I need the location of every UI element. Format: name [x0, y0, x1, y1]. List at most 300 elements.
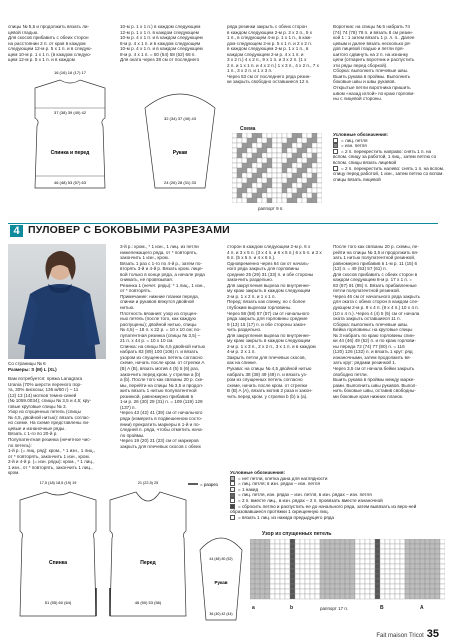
grid-cell: [297, 158, 302, 163]
grid-cell: [400, 569, 405, 574]
grid-cell: [420, 559, 425, 564]
grid-cell: [250, 554, 255, 559]
grid-cell: [420, 554, 425, 559]
grid-cell: [340, 544, 345, 549]
grid-cell: [350, 594, 355, 599]
text-line: Через 58 (58) 57 (57) см от начального: [227, 310, 310, 316]
text-line: Плотность вязания: узор из спущен-: [120, 310, 198, 316]
pered-label: Перед: [140, 560, 156, 566]
grid-cell: [330, 589, 335, 594]
grid-cell: [232, 183, 237, 188]
grid-cell: [282, 173, 287, 178]
grid-cell: [317, 158, 322, 163]
grid-cell: [440, 569, 445, 574]
grid-cell: [435, 544, 440, 549]
grid-cell: [307, 173, 312, 178]
grid-cell: [255, 544, 260, 549]
grid-cell: [370, 594, 375, 599]
grid-cell: [400, 559, 405, 564]
text-line: Узор из спущенных петель (спицы: [8, 409, 81, 415]
text-line: му краю закрыть в каждом следующем: [227, 338, 311, 344]
grid-cell: [435, 554, 440, 559]
legend-top-item: = изн. петля: [333, 143, 445, 149]
text-line: ром из спущенных петель согласно: [227, 377, 303, 383]
grid-cell: [380, 574, 385, 579]
schema-bottom-arrow-A: A: [420, 605, 424, 611]
text-line: чить раздельно.: [227, 327, 262, 333]
grid-cell: [360, 589, 365, 594]
text-line: 9 (13) 15 (17) п. и обе стороны закон-: [227, 321, 307, 327]
caption-ref: Со страницы № 6: [8, 361, 46, 366]
grid-cell: [430, 574, 435, 579]
grid-cell: [277, 133, 282, 138]
grid-cell: [290, 544, 295, 549]
grid-cell: [277, 153, 282, 158]
grid-cell: [252, 198, 257, 203]
grid-cell: [425, 594, 430, 599]
grid-cell: [252, 183, 257, 188]
grid-cell: [250, 549, 255, 554]
grid-cell: [380, 539, 385, 544]
grid-cell: [310, 584, 315, 589]
grid-cell: [272, 138, 277, 143]
grid-cell: [272, 158, 277, 163]
grid-cell: [410, 569, 415, 574]
grid-cell: [285, 559, 290, 564]
grid-cell: [305, 584, 310, 589]
rukav-label-bottom: Рукав: [214, 580, 228, 585]
grid-cell: [415, 554, 420, 559]
grid-cell: [262, 163, 267, 168]
text-line: (74) 74 (78) 78 п. и вязать 8 см резин-: [333, 29, 414, 35]
grid-cell: [315, 589, 320, 594]
grid-cell: [380, 554, 385, 559]
text-line: Для закругления выреза по внутренне-: [227, 282, 311, 288]
grid-cell: [380, 564, 385, 569]
grid-cell: [305, 564, 310, 569]
grid-cell: [232, 163, 237, 168]
text-line: эти ряды перед сборкой).: [333, 62, 388, 68]
grid-cell: [305, 549, 310, 554]
grid-cell: [277, 178, 282, 183]
grid-cell: [307, 183, 312, 188]
text-line: рейти на спицы № 3,5 и продолжить вя-: [333, 249, 419, 255]
grid-cell: [257, 188, 262, 193]
grid-cell: [237, 193, 242, 198]
grid-cell: [315, 564, 320, 569]
grid-cell: [257, 198, 262, 203]
grid-cell: [232, 173, 237, 178]
grid-cell: [430, 544, 435, 549]
grid-cell: [260, 574, 265, 579]
grid-cell: [355, 574, 360, 579]
grid-cell: [292, 183, 297, 188]
grid-cell: [330, 559, 335, 564]
grid-cell: [287, 158, 292, 163]
grid-cell: [297, 143, 302, 148]
grid-cell: [430, 549, 435, 554]
grid-cell: [282, 178, 287, 183]
grid-cell: [335, 594, 340, 599]
grid-cell: [307, 163, 312, 168]
grid-cell: [405, 544, 410, 549]
grid-cell: [355, 549, 360, 554]
grid-cell: [237, 173, 242, 178]
grid-cell: [267, 178, 272, 183]
grid-cell: [325, 574, 330, 579]
body-schematic-bottom: [8, 476, 223, 626]
grid-cell: [272, 178, 277, 183]
grid-cell: [275, 594, 280, 599]
grid-cell: [317, 168, 322, 173]
grid-cell: [325, 584, 330, 589]
text-line: как на спинке.: [227, 360, 258, 366]
grid-cell: [325, 549, 330, 554]
grid-cell: [335, 584, 340, 589]
grid-cell: [257, 133, 262, 138]
grid-cell: [295, 544, 300, 549]
text-line: Сборка: выполнить плечевые швы.: [333, 68, 409, 74]
grid-cell: [290, 594, 295, 599]
grid-cell: [232, 148, 237, 153]
grid-cell: [415, 564, 420, 569]
grid-cell: [242, 148, 247, 153]
dim-neck-bottom-front: 21 (22,5) 25: [137, 481, 159, 485]
grid-cell: [325, 539, 330, 544]
grid-cell: [440, 574, 445, 579]
grid-cell: [242, 143, 247, 148]
grid-cell: [302, 178, 307, 183]
grid-cell: [265, 549, 270, 554]
grid-cell: [255, 559, 260, 564]
grid-cell: [435, 549, 440, 554]
grid-cell: [280, 549, 285, 554]
grid-cell: [320, 564, 325, 569]
grid-cell: [310, 589, 315, 594]
dim-neck: 16 (16) 16 (17) 17: [53, 70, 87, 75]
grid-cell: [335, 544, 340, 549]
grid-cell: [312, 148, 317, 153]
text-line: Закрыть петли для плечевых скосов,: [227, 354, 306, 360]
grid-cell: [242, 188, 247, 193]
grid-cell: [307, 153, 312, 158]
grid-cell: [375, 559, 380, 564]
dim-sleeve-top: 32 (34) 37 (40) 43: [163, 116, 197, 121]
top-text-col-3: [227, 24, 327, 85]
grid-cell: [335, 574, 340, 579]
grid-cell: [285, 564, 290, 569]
grid-cell: [277, 143, 282, 148]
text-line: 10-м р. 4 х 1 п. и в каждом следующем: [120, 46, 203, 52]
grid-cell: [425, 559, 430, 564]
text-line: кром.: [8, 470, 20, 476]
grid-cell: [340, 569, 345, 574]
grid-cell: [242, 168, 247, 173]
grid-cell: [247, 178, 252, 183]
grid-cell: [360, 574, 365, 579]
grid-cell: [440, 554, 445, 559]
grid-cell: [430, 554, 435, 559]
grid-cell: [260, 594, 265, 599]
grid-cell: [270, 554, 275, 559]
schema-bottom-arrow-a: a: [252, 605, 255, 611]
grid-cell: [290, 554, 295, 559]
grid-cell: [257, 168, 262, 173]
text-line: Вязать с 1-го по 20-й р.: [8, 431, 58, 437]
grid-cell: [340, 554, 345, 559]
text-line: швом «назад иглой» по краю горлови-: [333, 90, 415, 96]
grid-cell: [270, 594, 275, 599]
grid-cell: [365, 574, 370, 579]
grid-cell: [280, 539, 285, 544]
grid-cell: [267, 168, 272, 173]
grid-cell: [297, 173, 302, 178]
text-line: 8-м р. 4 х 1 п. = 50 (54) 58 (62) 66 п.: [120, 51, 196, 57]
grid-cell: [350, 549, 355, 554]
grid-cell: [275, 544, 280, 549]
grid-cell: [265, 554, 270, 559]
grid-cell: [395, 579, 400, 584]
grid-cell: [440, 559, 445, 564]
grid-cell: [242, 178, 247, 183]
grid-cell: [410, 589, 415, 594]
grid-cell: [282, 183, 287, 188]
grid-cell: [297, 163, 302, 168]
grid-cell: [360, 539, 365, 544]
grid-cell: [415, 549, 420, 554]
grid-cell: [410, 594, 415, 599]
grid-cell: [425, 574, 430, 579]
grid-cell: [282, 198, 287, 203]
grid-cell: [375, 564, 380, 569]
grid-cell: [287, 153, 292, 158]
grid-cell: [400, 539, 405, 544]
text-line: Через 46 см от начального ряда закрыть: [333, 293, 420, 299]
grid-cell: [287, 183, 292, 188]
mid-text-col-4: [333, 244, 445, 399]
grid-cell: [292, 188, 297, 193]
top-text-col-4: [333, 24, 445, 102]
grid-cell: [385, 594, 390, 599]
text-line: 8-м р. 4 х 1 п. и в каждом следующем: [120, 40, 201, 46]
grid-cell: [252, 173, 257, 178]
grid-cell: [302, 198, 307, 203]
grid-cell: [350, 574, 355, 579]
grid-cell: [390, 569, 395, 574]
text-line: Одновременно через 64 см от началь-: [227, 260, 310, 266]
grid-cell: [400, 549, 405, 554]
grid-cell: [295, 584, 300, 589]
grid-cell: [405, 564, 410, 569]
footer-brand: Fait maison Tricot: [376, 633, 424, 639]
grid-cell: [305, 594, 310, 599]
grid-cell: [280, 594, 285, 599]
text-line: но схеме. На схеме представлены ли-: [8, 420, 90, 426]
text-line: После того как связаны 20 р. схемы, пе-: [333, 244, 419, 249]
grid-cell: [252, 178, 257, 183]
grid-cell: [305, 544, 310, 549]
grid-cell: [285, 589, 290, 594]
grid-cell: [405, 574, 410, 579]
grid-cell: [242, 173, 247, 178]
grid-cell: [420, 594, 425, 599]
grid-cell: [300, 564, 305, 569]
grid-cell: [252, 188, 257, 193]
grid-cell: [365, 589, 370, 594]
grid-cell: [400, 589, 405, 594]
grid-cell: [260, 584, 265, 589]
grid-cell: [320, 579, 325, 584]
grid-cell: [405, 539, 410, 544]
grid-cell: [300, 554, 305, 559]
grid-cell: [242, 158, 247, 163]
grid-cell: [265, 544, 270, 549]
grid-cell: [312, 198, 317, 203]
grid-cell: [410, 579, 415, 584]
grid-cell: [272, 163, 277, 168]
dim-hem: 46 (48) 53 (57) 63: [53, 180, 87, 185]
grid-cell: [270, 549, 275, 554]
grid-cell: [307, 138, 312, 143]
grid-cell: [262, 138, 267, 143]
grid-cell: [270, 574, 275, 579]
grid-cell: [365, 569, 370, 574]
grid-cell: [265, 559, 270, 564]
grid-cell: [280, 589, 285, 594]
grid-cell: [390, 594, 395, 599]
legend-top: [333, 132, 445, 182]
grid-cell: [317, 163, 322, 168]
grid-cell: [325, 559, 330, 564]
text-line: боковые швы и швы рукавов.: [333, 79, 396, 85]
text-line: B (B) A (A), вязать мотив 2 раза и закон-: [227, 388, 313, 394]
text-line: янии) прекратить маркеры в 1-й и по-: [120, 421, 201, 427]
grid-cell: [297, 148, 302, 153]
grid-cell: [312, 153, 317, 158]
grid-cell: [307, 133, 312, 138]
text-line: следующем 12-м р. 5 х 1 п. и в следую-: [8, 46, 92, 52]
grid-cell: [385, 589, 390, 594]
grid-cell: [247, 188, 252, 193]
grid-cell: [287, 143, 292, 148]
grid-cell: [287, 178, 292, 183]
grid-cell: [390, 579, 395, 584]
grid-cell: [282, 138, 287, 143]
grid-cell: [237, 143, 242, 148]
text-line: щем 12-м р. 5 х 1 п. и в каждом: [8, 57, 75, 63]
grid-cell: [290, 564, 295, 569]
grid-cell: [252, 148, 257, 153]
text-line: ных петель (после того, как каждую: [120, 316, 196, 322]
text-line: нитью.: [120, 305, 135, 311]
grid-cell: [360, 579, 365, 584]
page-footer: [376, 628, 439, 640]
text-line: закончить перед кром. у стрелки а (b): [120, 371, 201, 377]
grid-cell: [315, 594, 320, 599]
grid-cell: [297, 153, 302, 158]
grid-cell: [285, 574, 290, 579]
grid-cell: [237, 133, 242, 138]
text-line: Резинка 1 (нечет. ряды): * 1 лиц., 1 изн.,: [120, 282, 205, 288]
text-line: Спинка: на спицы № 4,5 двойной нитью: [120, 343, 206, 349]
text-line: 6 п. (5 х 5 п. и 4 х 6 п.).: [227, 255, 276, 261]
grid-cell: [267, 138, 272, 143]
grid-cell: [290, 589, 295, 594]
text-line: нижележащего ряда, от * повторять,: [120, 249, 198, 255]
grid-cell: [440, 549, 445, 554]
grid-cell: [380, 559, 385, 564]
grid-cell: [360, 554, 365, 559]
grid-cell: [292, 158, 297, 163]
grid-cell: [250, 574, 255, 579]
grid-cell: [395, 559, 400, 564]
grid-cell: [425, 564, 430, 569]
legend-bottom-item: = лиц. петля; в изн. рядах – изн. петля: [230, 481, 445, 487]
grid-cell: [247, 173, 252, 178]
spinka-pered-label: Спинка и перед: [50, 150, 90, 156]
grid-cell: [340, 574, 345, 579]
grid-cell: [415, 544, 420, 549]
dim-hem-back: 51 (55) 60 (64): [44, 600, 72, 605]
grid-cell: [400, 564, 405, 569]
schema-top-rapport: раппорт 9 п.: [258, 206, 284, 211]
grid-cell: [410, 564, 415, 569]
grid-cell: [430, 539, 435, 544]
text-line: щем 10-м р. 1 х 1 п. (в каждом следую-: [8, 51, 92, 57]
grid-cell: [307, 193, 312, 198]
grid-cell: [425, 544, 430, 549]
grid-cell: [257, 158, 262, 163]
grid-cell: [300, 549, 305, 554]
text-line: в каждом следующем 2-м р. 1 х 1 п., в: [227, 46, 309, 52]
grid-cell: [302, 173, 307, 178]
text-line: каждом следующем 8-м р. 17 х 1 п. =: [333, 277, 413, 283]
grid-cell: [360, 584, 365, 589]
grid-cell: [345, 564, 350, 569]
text-line: Бейка горловины: на круговые спицы: [333, 327, 413, 333]
grid-cell: [335, 589, 340, 594]
grid-cell: [370, 589, 375, 594]
grid-cell: [420, 589, 425, 594]
grid-cell: [335, 549, 340, 554]
grid-cell: [272, 148, 277, 153]
spinka-label: Спинка: [48, 560, 68, 566]
grid-cell: [247, 198, 252, 203]
grid-cell: [355, 579, 360, 584]
grid-cell: [370, 549, 375, 554]
legend-bottom-title: Условные обозначения:: [230, 470, 286, 475]
body-schematic-top: [10, 66, 140, 194]
grid-cell: [267, 153, 272, 158]
grid-cell: [360, 564, 365, 569]
grid-cell: [285, 549, 290, 554]
grid-cell: [330, 594, 335, 599]
legend-top-item: = 2 п. перекрестить налево: снять 1 п. на вспом. спицу перед работой, 1 изн., затем петлю со вспом. спицы вязать лицевой: [333, 165, 445, 182]
grid-cell: [440, 594, 445, 599]
grid-cell: [287, 133, 292, 138]
text-line: Вам потребуется: пряжа Lanagrara: [8, 376, 83, 381]
grid-cell: [312, 178, 317, 183]
text-line: ны с лицевой стороны.: [333, 96, 382, 102]
grid-cell: [375, 539, 380, 544]
text-line: ло петель):: [8, 442, 32, 448]
grid-cell: [415, 539, 420, 544]
grid-cell: [305, 589, 310, 594]
grid-cell: [320, 554, 325, 559]
legend-top-item: = 2 п. перекрестить направо: снять 1 п. на вспом. спицу за работой, 1 лиц., затем петлю со вспом. спицы вязать лицевой: [333, 148, 437, 165]
grid-cell: [267, 163, 272, 168]
grid-cell: [272, 168, 277, 173]
